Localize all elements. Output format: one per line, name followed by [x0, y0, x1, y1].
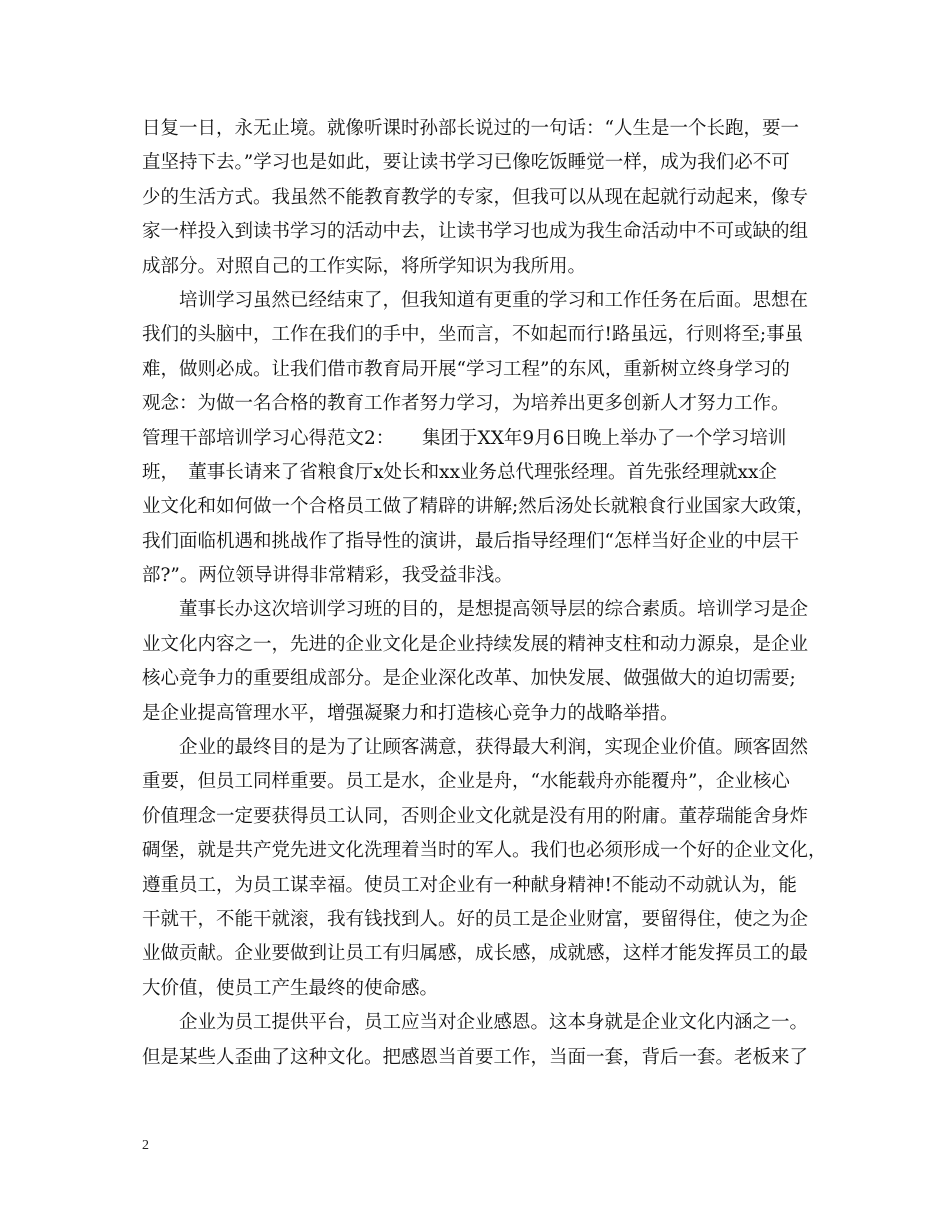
text-line: 我们的头脑中，工作在我们的手中，坐而言，不如起而行!路虽远，行则将至;事虽	[142, 324, 804, 346]
text-line: 遵重员工，为员工谋幸福。使员工对企业有一种献身精神!不能动不动就认为，能	[142, 874, 797, 896]
text-line: 大价值，使员工产生最终的使命感。	[142, 977, 439, 999]
text-line: 企业为员工提供平台，员工应当对企业感恩。这本身就是企业文化内涵之一。	[142, 1012, 809, 1034]
text-line: 难，做则必成。让我们借市教育局开展“学习工程”的东风，重新树立终身学习的	[142, 358, 790, 380]
text-line: 直坚持下去。”学习也是如此，要让读书学习已像吃饭睡觉一样，成为我们必不可	[142, 152, 790, 174]
text-line: 部?”。两位领导讲得非常精彩，我受益非浅。	[142, 565, 513, 587]
text-line: 干就干，不能干就滚，我有钱找到人。好的员工是企业财富，要留得住，使之为企	[142, 908, 809, 930]
text-line: 管理干部培训学习心得范文2： 集团于XX年9月6日晚上举办了一个学习培训	[142, 427, 787, 449]
text-line: 成部分。对照自己的工作实际，将所学知识为我所用。	[142, 255, 587, 277]
text-line: 企业的最终目的是为了让顾客满意，获得最大利润，实现企业价值。顾客固然	[142, 737, 809, 759]
text-line: 价值理念一定要获得员工认同，否则企业文化就是没有用的附庸。董荐瑞能舍身炸	[142, 805, 809, 827]
text-line: 业做贡献。企业要做到让员工有归属感，成长感，成就感，这样才能发挥员工的最	[142, 943, 809, 965]
text-line: 少的生活方式。我虽然不能教育教学的专家，但我可以从现在起就行动起来，像专	[142, 186, 809, 208]
text-line: 董事长办这次培训学习班的目的，是想提高领导层的综合素质。培训学习是企	[142, 599, 809, 621]
text-line: 是企业提高管理水平，增强凝聚力和打造核心竞争力的战略举措。	[142, 702, 679, 724]
text-line: 重要，但员工同样重要。员工是水，企业是舟，“水能载舟亦能覆舟”，企业核心	[142, 771, 790, 793]
text-line: 核心竞争力的重要组成部分。是企业深化改革、加快发展、做强做大的迫切需要;	[142, 668, 796, 690]
document-body	[142, 112, 832, 1075]
text-line: 业文化和如何做一个合格员工做了精辟的讲解;然后汤处长就粮食行业国家大政策，	[142, 496, 815, 518]
text-line: 班， 董事长请来了省粮食厅x处长和xx业务总代理张经理。首先张经理就xx企	[142, 461, 777, 483]
text-line: 家一样投入到读书学习的活动中去，让读书学习也成为我生命活动中不可或缺的组	[142, 221, 809, 243]
text-line: 碉堡，就是共产党先进文化洗理着当时的军人。我们也必须形成一个好的企业文化，	[142, 840, 827, 862]
text-line: 培训学习虽然已经结束了，但我知道有更重的学习和工作任务在后面。思想在	[142, 289, 809, 311]
text-line: 日复一日，永无止境。就像听课时孙部长说过的一句话：“人生是一个长跑，要一	[142, 118, 799, 139]
text-line: 我们面临机遇和挑战作了指导性的演讲，最后指导经理们“怎样当好企业的中层干	[142, 530, 799, 552]
text-line: 但是某些人歪曲了这种文化。把感恩当首要工作，当面一套，背后一套。老板来了	[142, 1046, 809, 1068]
text-line: 观念：为做一名合格的教育工作者努力学习，为培养出更多创新人才努力工作。	[142, 393, 790, 415]
text-line: 业文化内容之一，先进的企业文化是企业持续发展的精神支柱和动力源泉，是企业	[142, 633, 809, 655]
page-number: 2	[142, 1138, 149, 1153]
